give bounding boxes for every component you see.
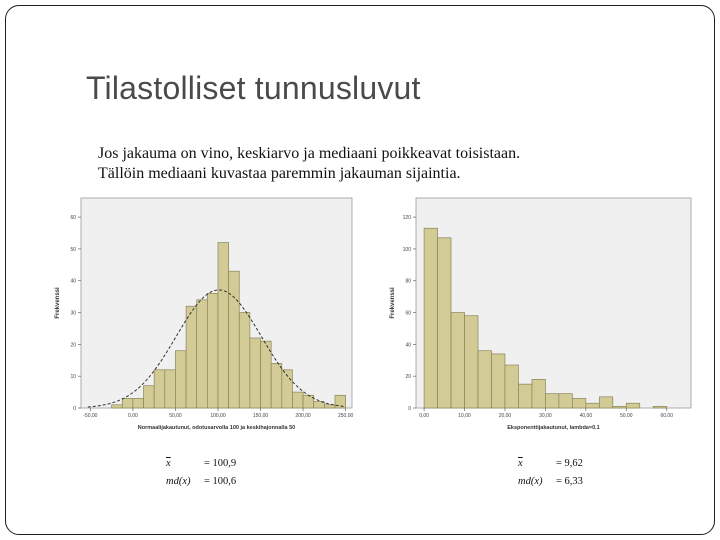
left-bar: [314, 402, 325, 408]
right-y-tick-label: 40: [405, 342, 411, 349]
slide-title: Tilastolliset tunnusluvut: [86, 70, 421, 106]
right-bar: [465, 316, 478, 408]
right-bar: [492, 354, 505, 408]
right-x-tick-label: 10,00: [458, 413, 471, 419]
left-median-value: = 100,6: [204, 476, 237, 487]
left-bar: [271, 363, 282, 408]
left-stats: [166, 455, 236, 491]
left-y-tick-label: 40: [70, 278, 76, 285]
right-x-tick-label: 0,00: [419, 413, 429, 419]
right-y-tick-label: 120: [402, 215, 411, 222]
left-bar: [122, 398, 133, 408]
right-bar: [505, 365, 518, 408]
right-mean-symbol: $\overline{x}$: [518, 458, 523, 469]
right-stats: [518, 455, 583, 491]
left-y-axis-label: Frekvenssi: [55, 287, 61, 319]
left-x-tick-label: 150,00: [252, 413, 269, 419]
right-median-symbol: md(x): [518, 476, 543, 487]
body-line-1: Jos jakauma on vino, keskiarvo ja mediaani poikkeavat toisistaan.: [98, 145, 521, 162]
right-bar: [438, 238, 451, 408]
left-bar: [229, 271, 240, 408]
right-bar: [599, 397, 612, 408]
left-bar: [165, 370, 176, 408]
right-y-tick-label: 100: [402, 246, 411, 253]
left-y-tick-label: 50: [70, 246, 76, 253]
right-y-tick-label: 60: [405, 310, 411, 317]
exponential-histogram-chart: [384, 198, 694, 434]
left-x-tick-label: 0,00: [128, 413, 138, 419]
left-bar: [112, 405, 123, 408]
body-line-2: Tällöin mediaani kuvastaa paremmin jakauman sijaintia.: [98, 165, 461, 182]
left-median-symbol: md(x): [166, 476, 191, 487]
right-median-value: = 6,33: [556, 476, 583, 487]
left-x-tick-label: 50,00: [169, 413, 182, 419]
slide-body: [98, 144, 520, 184]
right-bar: [653, 406, 666, 408]
left-bar: [303, 395, 314, 408]
left-mean: [166, 455, 236, 473]
right-bar: [424, 228, 437, 408]
right-bar: [478, 351, 491, 408]
left-bar: [218, 243, 229, 408]
right-bar: [545, 394, 558, 408]
left-bar: [144, 386, 155, 408]
left-x-tick-label: 100,00: [210, 413, 226, 419]
left-y-tick-label: 0: [73, 406, 76, 412]
left-bar: [250, 338, 261, 408]
left-bar: [207, 293, 218, 408]
right-y-axis-label: Frekvenssi: [390, 287, 396, 319]
normal-histogram-chart: [48, 198, 354, 434]
right-bar: [572, 398, 585, 408]
left-bar: [261, 341, 272, 408]
right-bar: [532, 379, 545, 408]
right-x-tick-label: 60,00: [660, 413, 673, 419]
right-mean: [518, 455, 583, 473]
right-x-tick-label: 20,00: [498, 413, 512, 419]
left-y-tick-label: 60: [70, 215, 76, 222]
right-x-tick-label: 30,00: [539, 413, 552, 419]
right-mean-value: = 9,62: [556, 458, 583, 469]
right-bar: [586, 403, 599, 408]
right-median: [518, 473, 583, 491]
left-bar: [133, 398, 144, 408]
left-mean-symbol: $\overline{x}$: [166, 458, 171, 469]
left-mean-value: = 100,9: [204, 458, 237, 469]
left-bar: [197, 300, 208, 408]
left-bar: [292, 392, 303, 408]
right-y-tick-label: 20: [405, 374, 411, 381]
right-bar: [518, 384, 531, 408]
left-y-tick-label: 20: [70, 342, 76, 349]
right-bar: [559, 394, 572, 408]
right-bar: [451, 313, 464, 408]
left-median: [166, 473, 236, 491]
left-bar: [186, 306, 197, 408]
right-x-tick-label: 50,00: [620, 413, 633, 419]
left-bar: [175, 351, 186, 408]
right-bar: [613, 406, 626, 408]
left-y-tick-label: 10: [70, 374, 76, 381]
left-y-tick-label: 30: [70, 310, 76, 317]
right-x-tick-label: 40,00: [579, 413, 593, 419]
left-bar: [335, 395, 346, 408]
left-bar: [239, 313, 250, 408]
left-x-tick-label: 200,00: [295, 413, 311, 419]
left-x-tick-label: 250,00: [337, 413, 354, 419]
right-y-tick-label: 0: [408, 406, 411, 412]
left-x-tick-label: -50,00: [83, 413, 98, 419]
right-y-tick-label: 80: [405, 278, 411, 285]
right-x-axis-label: Eksponenttijakautunut, lambda=0.1: [507, 425, 600, 431]
left-x-axis-label: Normaalijakautunut, odotusarvolla 100 ja keskihajonnalla 50: [137, 425, 296, 431]
right-bar: [626, 403, 639, 408]
left-bar: [154, 370, 165, 408]
